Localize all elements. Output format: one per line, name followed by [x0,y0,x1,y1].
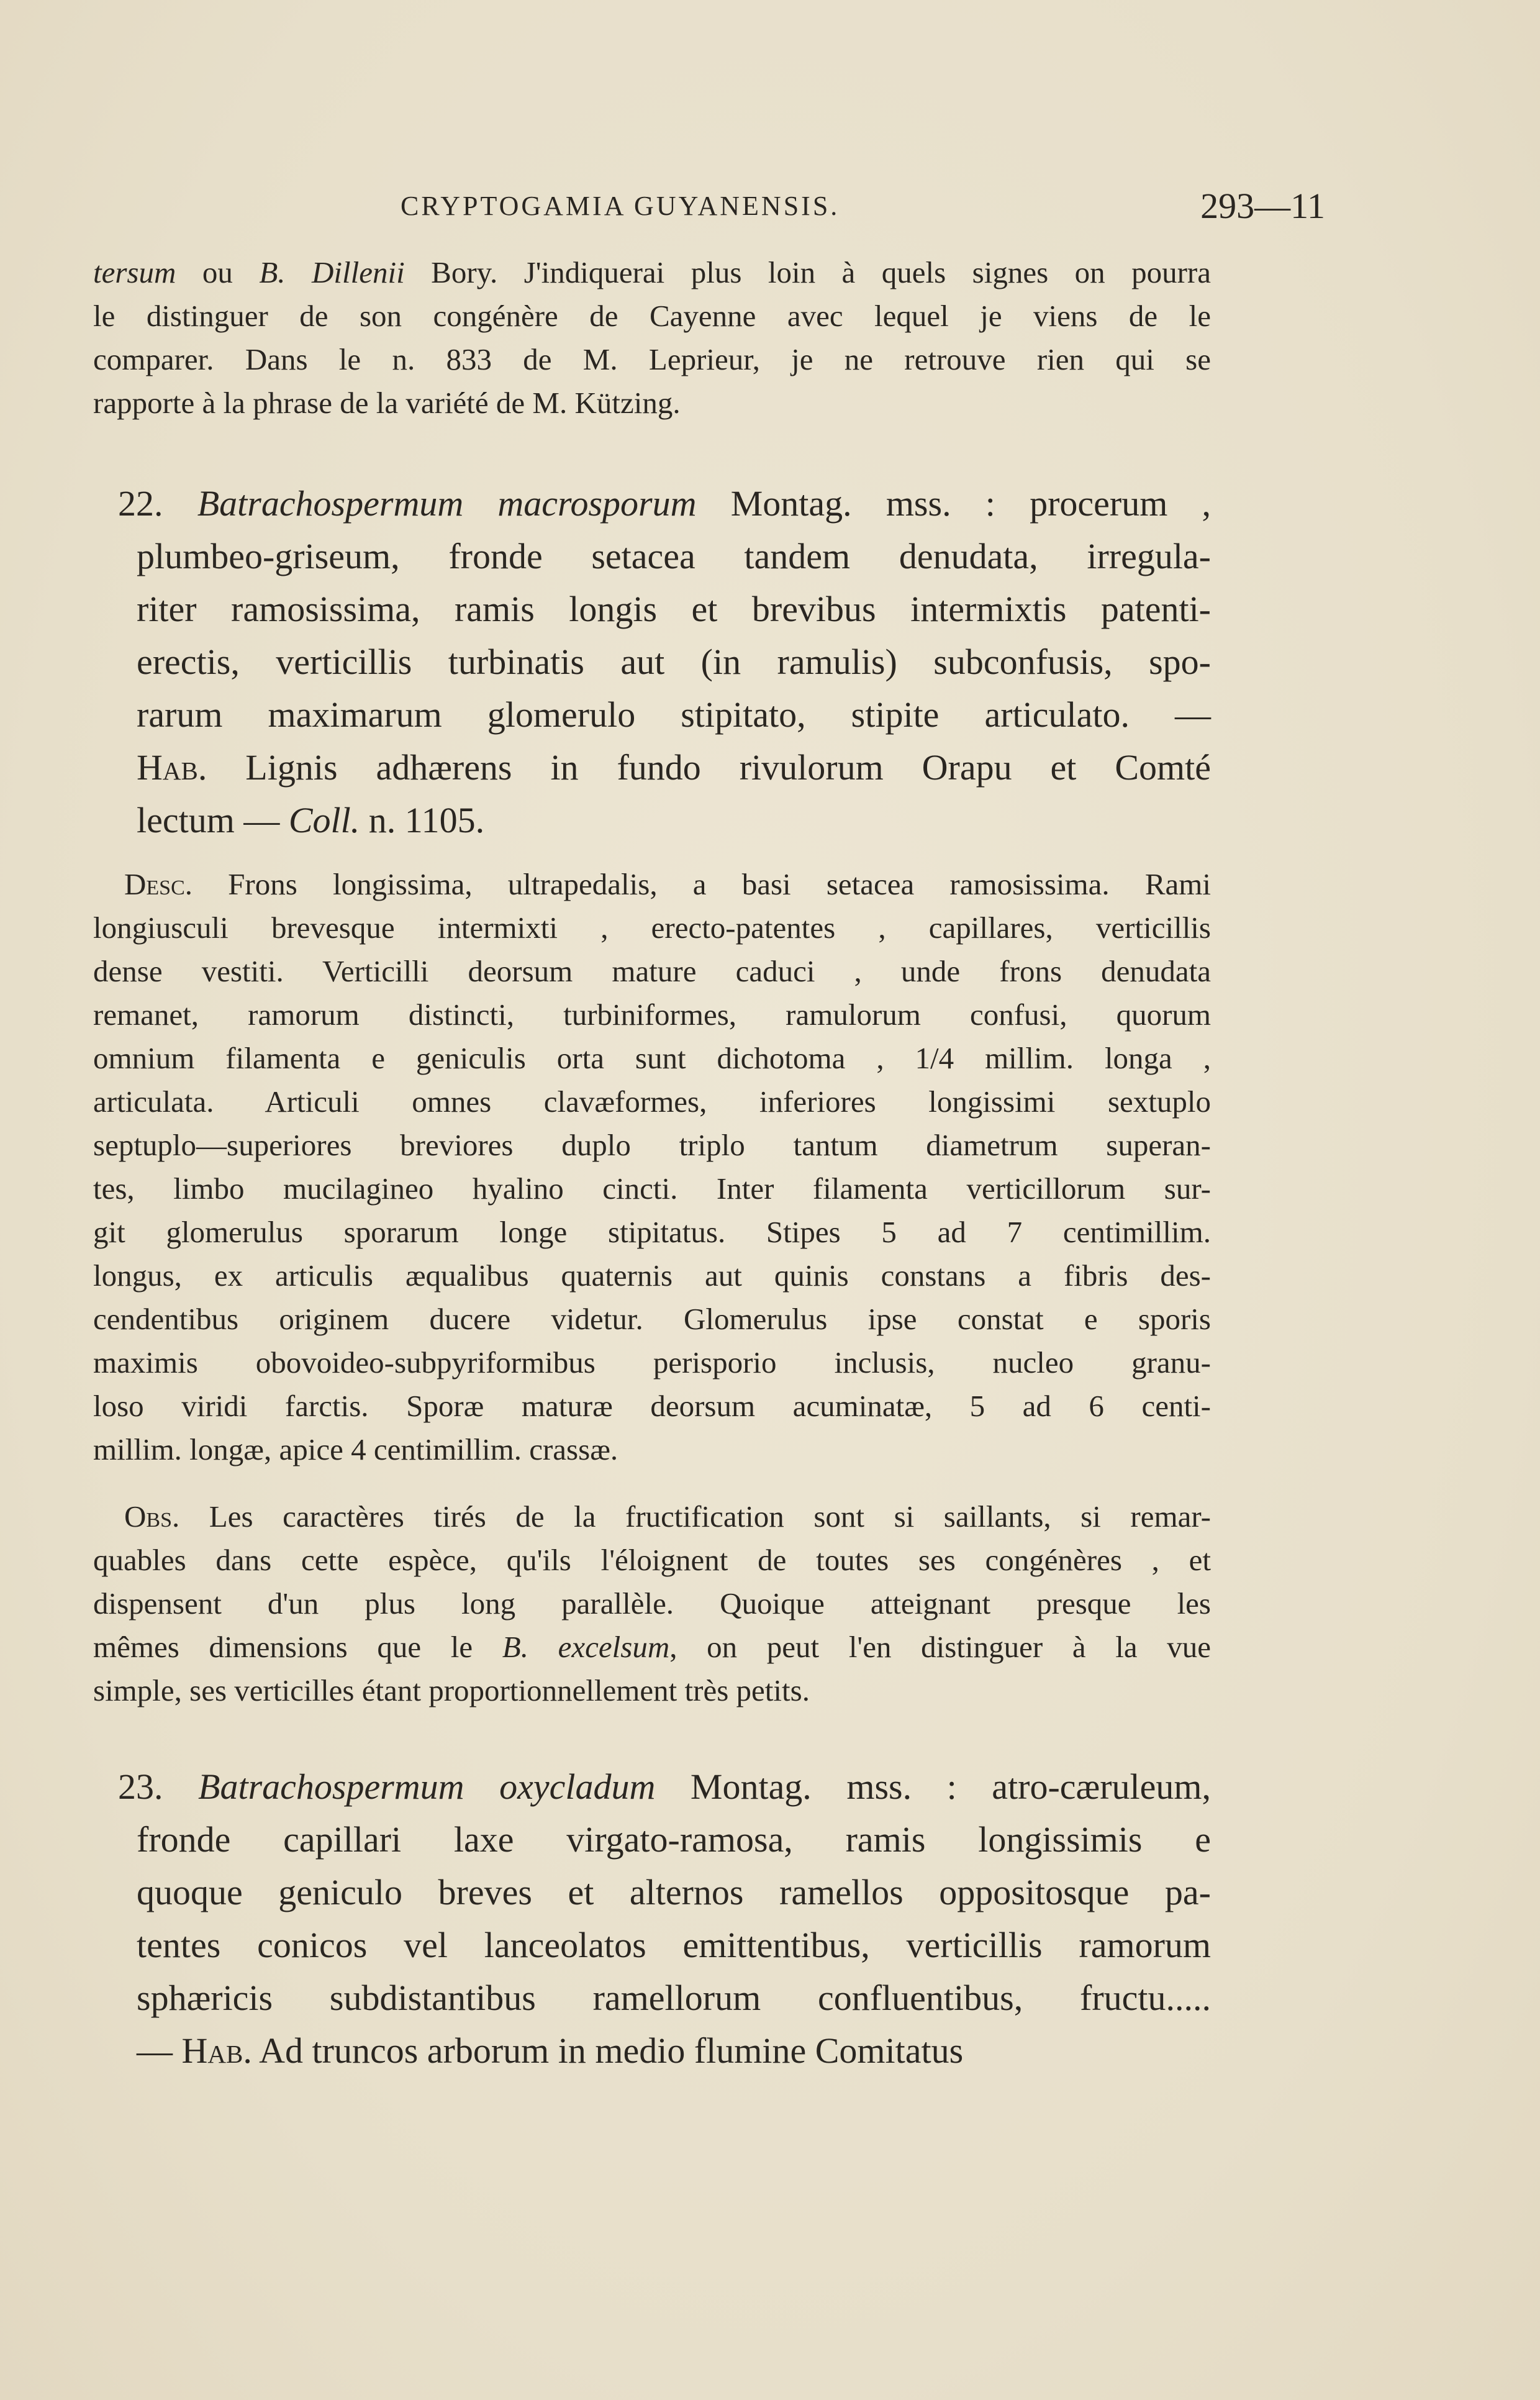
text-run: simple, ses verticilles étant proportionnellement très petits. [93,1673,810,1707]
species-23-line [118,1766,1211,1807]
text-run: Frons longissima, ultrapedalis, a basi setacea ramosissima. Rami [192,867,1211,901]
text-run: ou [176,255,260,289]
text-run: le distinguer de son congénère de Cayenne avec lequel je viens de le [93,299,1211,333]
text-run: rapporte à la phrase de la variété de M. Kützing. [93,386,681,420]
continuation-line [93,385,1211,420]
text-run: dense vestiti. Verticilli deorsum mature caduci , unde frons denudata [93,954,1211,988]
species-22-line [137,588,1211,630]
text-run: fronde capillari laxe virgato-ramosa, ramis longissimis e [137,1819,1211,1860]
desc-22-line [124,866,1211,902]
obs-22-line [93,1629,1211,1665]
text-run: lectum — [137,800,289,840]
text-run: mêmes dimensions que le [93,1630,502,1664]
continuation-line [93,298,1211,334]
text-run: dispensent d'un plus long parallèle. Quoique atteignant presque les [93,1586,1211,1620]
page-number: 293—11 [1200,186,1325,226]
text-run: comparer. Dans le n. 833 de M. Leprieur, je ne retrouve rien qui se [93,342,1211,376]
text-run: plumbeo-griseum, fronde setacea tandem denudata, irregula- [137,536,1211,576]
small-caps-label: Desc. [124,867,192,901]
desc-22-line [93,1432,1211,1467]
text-run: sphæricis subdistantibus ramellorum confluentibus, fructu..... [137,1978,1211,2018]
text-run: erectis, verticillis turbinatis aut (in ramulis) subconfusis, spo- [137,642,1211,682]
text-run: Les caractères tirés de la fructification sont si saillants, si remar- [179,1499,1211,1534]
italic-run: Batrachospermum macrosporum [197,483,697,524]
text-run: septuplo—superiores breviores duplo triplo tantum diametrum superan- [93,1128,1211,1162]
obs-22-line [93,1673,1211,1708]
species-22-line [137,747,1211,788]
text-run: 22. [118,483,197,524]
obs-22-line [93,1542,1211,1578]
desc-22-line [93,1171,1211,1206]
small-caps-label: Obs. [124,1499,180,1534]
text-run: Lignis adhærens in fundo rivulorum Orapu et Comté [207,747,1211,788]
text-run: quables dans cette espèce, qu'ils l'éloignent de toutes ses congénères , et [93,1543,1211,1577]
text-run: — [137,2030,182,2071]
obs-22-line [124,1499,1211,1534]
text-run: Montag. mss. : procerum , [696,483,1212,524]
species-22-line [137,641,1211,683]
continuation-line [93,255,1211,290]
text-run: longus, ex articulis æqualibus quaternis aut quinis constans a fibris des- [93,1258,1211,1293]
species-23-line [137,1871,1211,1913]
italic-run: Coll. [288,800,360,840]
desc-22-line [93,1258,1211,1293]
desc-22-line [93,1127,1211,1163]
continuation-line [93,342,1211,377]
text-run: Bory. J'indiquerai plus loin à quels signes on pourra [404,255,1211,289]
text-run: n. 1105. [360,800,485,840]
text-run: tentes conicos vel lanceolatos emittentibus, verticillis ramorum [137,1925,1211,1965]
desc-22-line [93,910,1211,945]
text-run: cendentibus originem ducere videtur. Glomerulus ipse constat e sporis [93,1302,1211,1336]
desc-22-line [93,1345,1211,1380]
desc-22-line [93,953,1211,989]
text-run: maximis obovoideo-subpyriformibus perisporio inclusis, nucleo granu- [93,1345,1211,1380]
text-run: Montag. mss. : atro-cæruleum, [655,1766,1212,1807]
text-run: rarum maximarum glomerulo stipitato, stipite articulato. — [137,694,1211,735]
page-header [93,186,1428,227]
species-22-line [137,694,1211,735]
running-head: CRYPTOGAMIA GUYANENSIS. [401,191,840,221]
italic-run: tersum [93,255,176,289]
species-22-line [137,535,1211,577]
species-23-line [137,1819,1211,1860]
species-23-line [137,1977,1211,2019]
desc-22-line [93,1084,1211,1119]
text-run: tes, limbo mucilagineo hyalino cincti. Inter filamenta verticillorum sur- [93,1171,1211,1206]
italic-run: Batrachospermum oxycladum [198,1766,656,1807]
text-run: riter ramosissima, ramis longis et brevibus intermixtis patenti- [137,589,1211,629]
italic-run: B. Dillenii [259,255,405,289]
small-caps-label: Hab. [181,2030,252,2071]
text-run: loso viridi farctis. Sporæ maturæ deorsum acuminatæ, 5 ad 6 centi- [93,1389,1211,1423]
text-run: , on peut l'en distinguer à la vue [669,1630,1212,1664]
desc-22-line [93,1301,1211,1337]
text-run: 23. [118,1766,199,1807]
desc-22-line [93,997,1211,1032]
text-run: millim. longæ, apice 4 centimillim. crassæ. [93,1432,618,1466]
text-run: Ad truncos arborum in medio flumine Comitatus [251,2030,964,2071]
text-run: remanet, ramorum distincti, turbiniformes, ramulorum confusi, quorum [93,998,1211,1032]
species-22-line [137,799,1211,841]
italic-run: B. excelsum [502,1630,670,1664]
desc-22-line [93,1040,1211,1076]
species-23-line [137,1924,1211,1966]
species-23-line [137,2030,1211,2071]
text-run: quoque geniculo breves et alternos ramellos oppositosque pa- [137,1872,1211,1912]
text-run: articulata. Articuli omnes clavæformes, inferiores longissimi sextuplo [93,1084,1211,1119]
desc-22-line [93,1214,1211,1250]
obs-22-line [93,1586,1211,1621]
text-run: git glomerulus sporarum longe stipitatus. Stipes 5 ad 7 centimillim. [93,1215,1211,1249]
text-run: omnium filamenta e geniculis orta sunt dichotoma , 1/4 millim. longa , [93,1041,1211,1075]
text-run: longiusculi brevesque intermixti , erecto-patentes , capillares, verticillis [93,911,1211,945]
desc-22-line [93,1388,1211,1424]
species-22-line [118,483,1211,524]
small-caps-label: Hab. [137,747,207,788]
